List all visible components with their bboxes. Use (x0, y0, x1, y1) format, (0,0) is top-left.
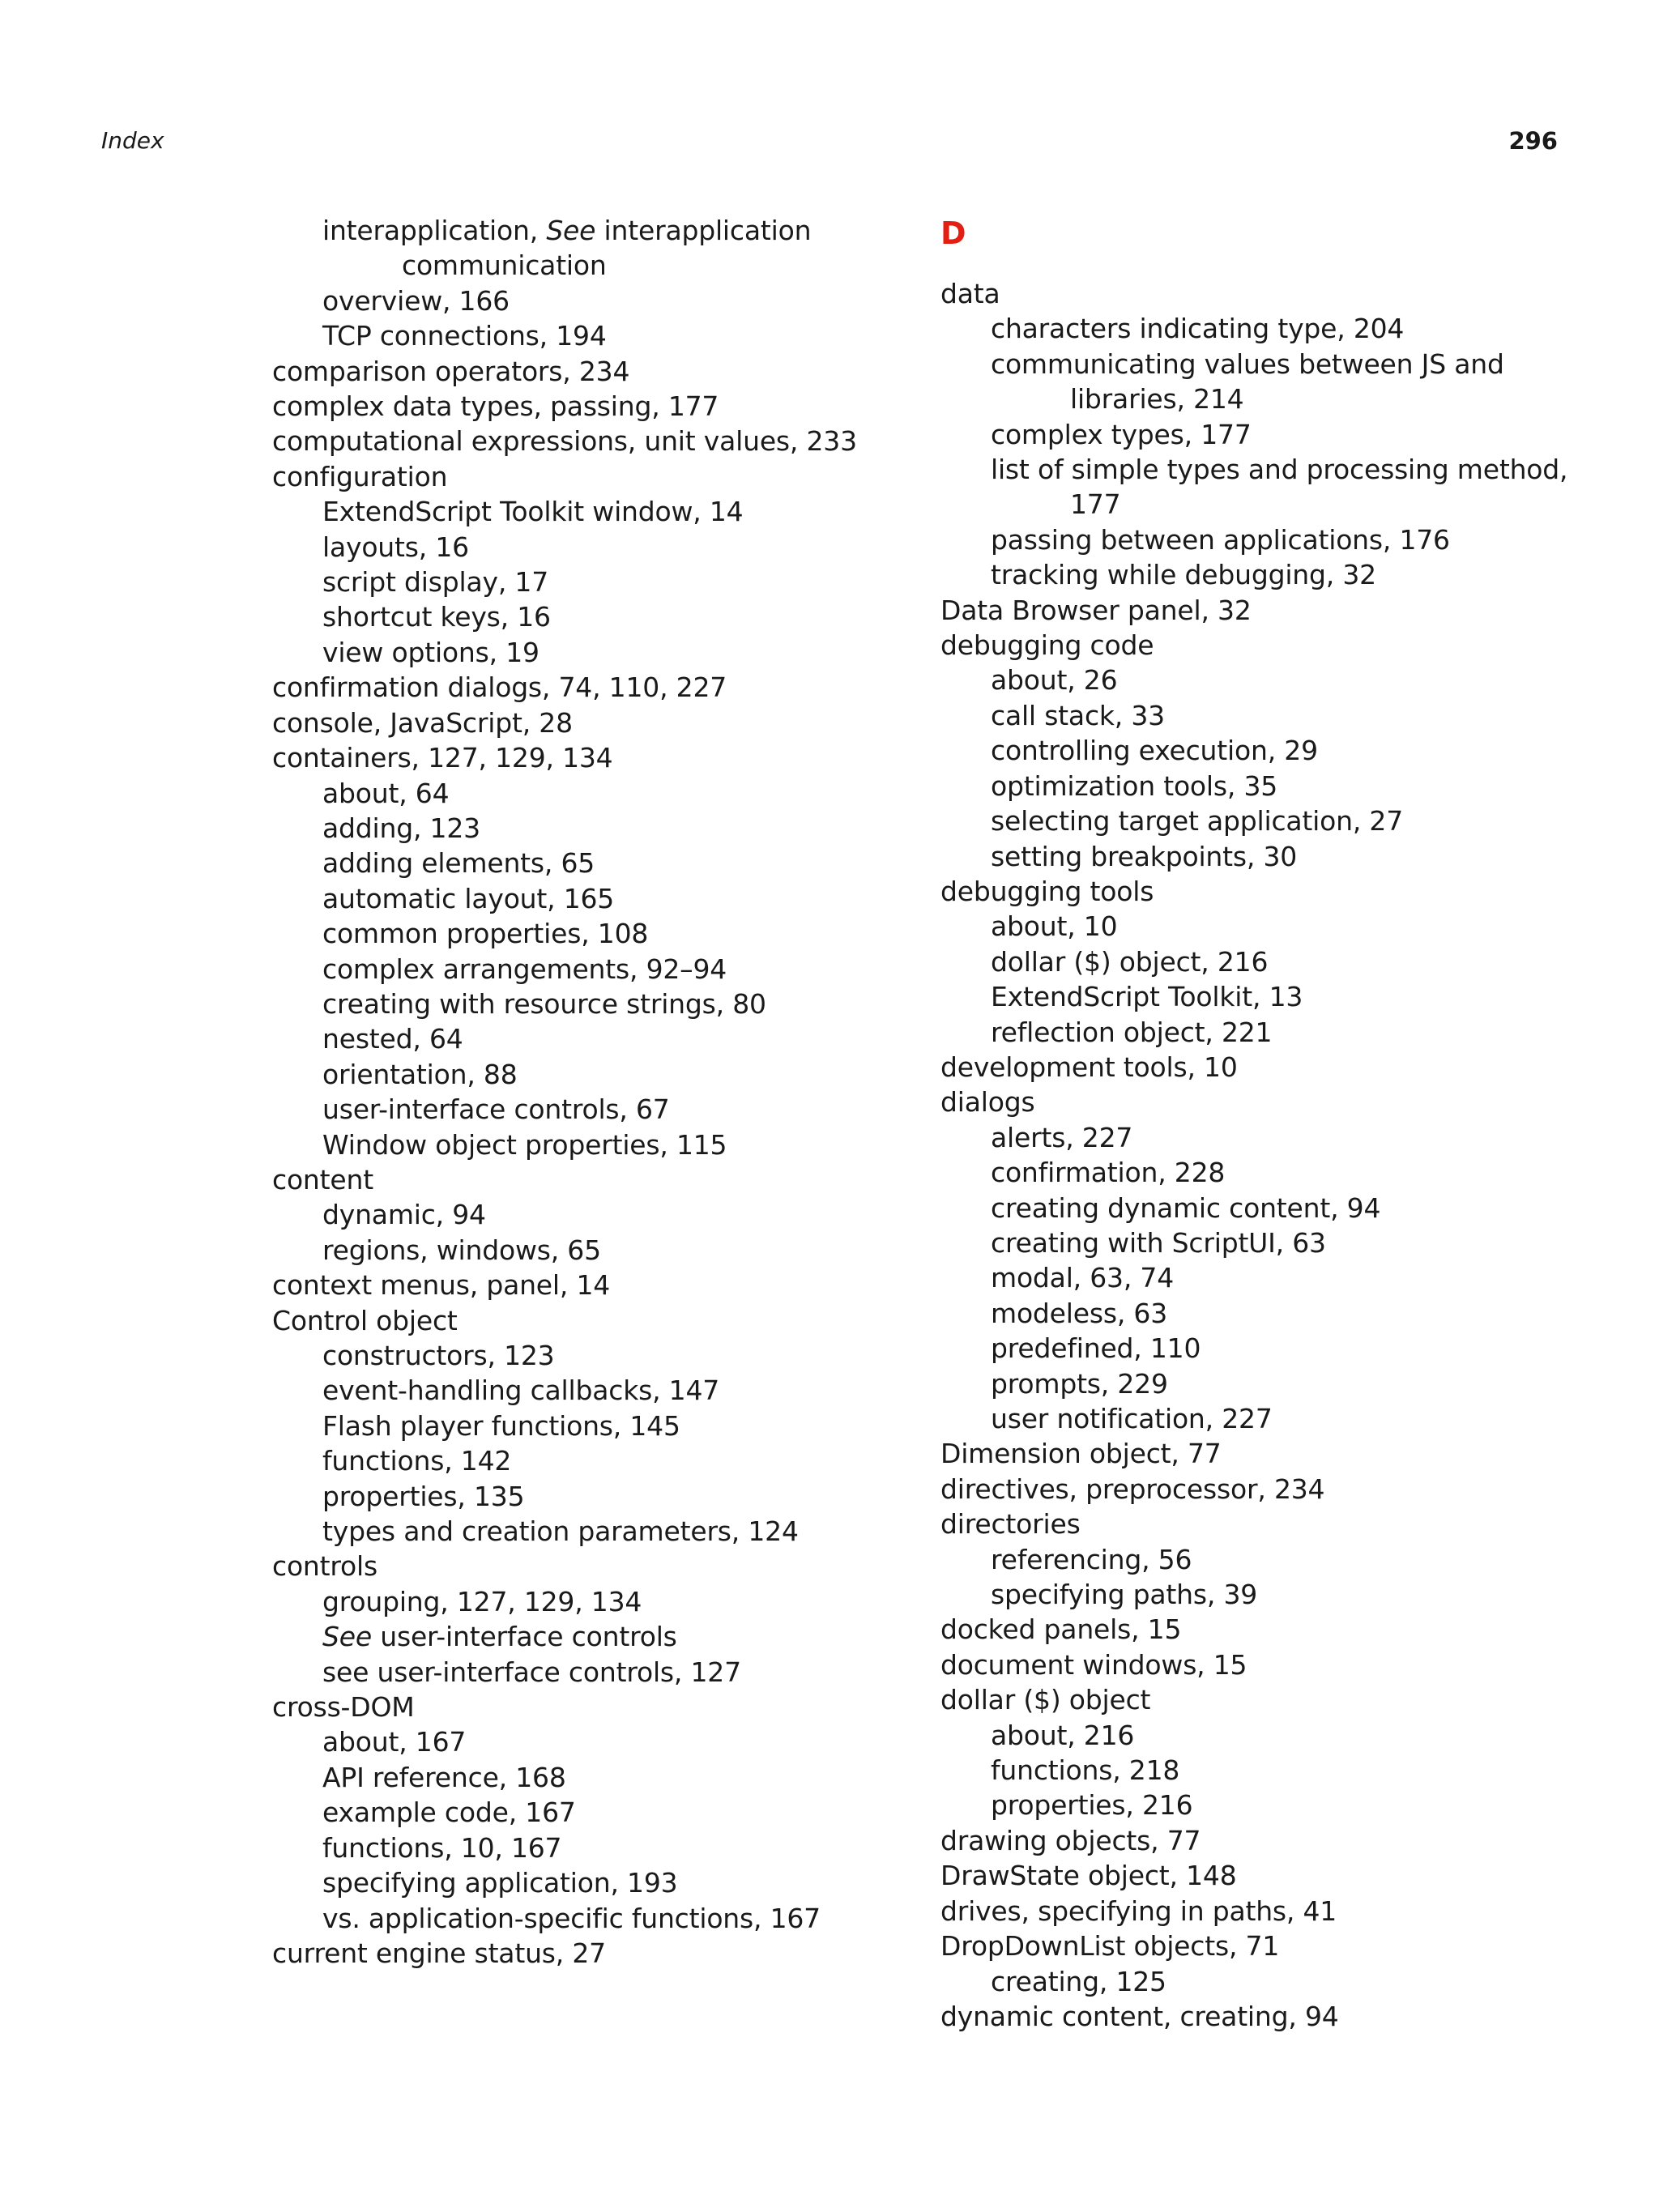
see-reference: See (546, 215, 596, 246)
index-entry: data (940, 278, 1000, 309)
index-entry: example code, 167 (322, 1796, 576, 1829)
index-entry: about, 167 (322, 1726, 467, 1758)
index-entry: functions, 218 (991, 1754, 1180, 1787)
index-entry: automatic layout, 165 (322, 882, 615, 914)
index-entry: prompts, 229 (991, 1367, 1168, 1400)
index-entry: configuration (272, 460, 448, 492)
index-column-right (940, 213, 1568, 2034)
index-entry: referencing, 56 (991, 1543, 1192, 1575)
index-entry: Control object (272, 1304, 458, 1336)
index-entry: alerts, 227 (991, 1121, 1133, 1153)
index-entry: passing between applications, 176 (991, 523, 1450, 556)
index-entry: event-handling callbacks, 147 (322, 1375, 720, 1407)
index-entry: DropDownList objects, 71 (940, 1930, 1280, 1963)
index-entry: current engine status, 27 (272, 1937, 606, 1969)
index-entry: grouping, 127, 129, 134 (322, 1585, 642, 1617)
index-entry: controlling execution, 29 (991, 735, 1318, 767)
index-entry: communication (402, 249, 607, 282)
index-entry: DrawState object, 148 (940, 1860, 1237, 1892)
index-entry: creating, 125 (991, 1965, 1166, 1997)
index-entry: API reference, 168 (322, 1761, 566, 1793)
index-entry: complex arrangements, 92–94 (322, 953, 727, 985)
index-entry: computational expressions, unit values, 233 (272, 425, 857, 458)
index-entry: See user-interface controls (322, 1621, 677, 1653)
index-entry: about, 216 (991, 1719, 1135, 1751)
index-entry: ExtendScript Toolkit window, 14 (322, 496, 744, 528)
running-head: Index (101, 127, 164, 154)
section-letter: D (940, 215, 966, 251)
index-entry: dialogs (940, 1086, 1035, 1119)
index-entry: selecting target application, 27 (991, 805, 1403, 837)
index-entry: controls (272, 1550, 377, 1583)
index-entry: cross-DOM (272, 1691, 415, 1724)
index-entry: ExtendScript Toolkit, 13 (991, 981, 1303, 1013)
index-entry: optimization tools, 35 (991, 769, 1278, 802)
index-entry: libraries, 214 (1070, 383, 1244, 416)
index-entry: context menus, panel, 14 (272, 1269, 611, 1302)
index-entry: confirmation dialogs, 74, 110, 227 (272, 671, 727, 704)
index-entry: adding elements, 65 (322, 847, 595, 880)
index-entry: about, 26 (991, 664, 1118, 697)
index-entry: properties, 135 (322, 1480, 525, 1512)
index-entry: complex types, 177 (991, 418, 1252, 450)
index-entry: layouts, 16 (322, 531, 469, 563)
index-entry: containers, 127, 129, 134 (272, 742, 613, 774)
index-entry: modal, 63, 74 (991, 1262, 1175, 1294)
index-entry: adding, 123 (322, 812, 480, 844)
index-entry: nested, 64 (322, 1023, 463, 1055)
index-entry: orientation, 88 (322, 1058, 518, 1090)
index-entry: debugging code (940, 629, 1154, 662)
index-entry: dynamic content, creating, 94 (940, 2000, 1339, 2032)
index-entry: constructors, 123 (322, 1340, 555, 1371)
index-entry: creating with ScriptUI, 63 (991, 1226, 1326, 1259)
index-entry: about, 10 (991, 910, 1118, 943)
index-entry: Flash player functions, 145 (322, 1409, 680, 1442)
index-entry: tracking while debugging, 32 (991, 559, 1376, 591)
index-entry: about, 64 (322, 777, 450, 809)
index-entry: overview, 166 (322, 284, 510, 317)
index-column-left (272, 213, 912, 1971)
page-number: 296 (1508, 127, 1558, 155)
index-entry: docked panels, 15 (940, 1613, 1182, 1646)
index-entry: dynamic, 94 (322, 1199, 486, 1231)
index-entry: specifying application, 193 (322, 1867, 678, 1899)
index-entry: characters indicating type, 204 (991, 313, 1405, 345)
index-entry: Data Browser panel, 32 (940, 594, 1252, 626)
index-entry: directories (940, 1508, 1081, 1541)
index-entry: regions, windows, 65 (322, 1234, 601, 1266)
index-entry: document windows, 15 (940, 1648, 1247, 1681)
index-entry: types and creation parameters, 124 (322, 1515, 799, 1548)
index-entry: modeless, 63 (991, 1297, 1168, 1329)
see-reference: See (322, 1621, 372, 1653)
index-entry: call stack, 33 (991, 699, 1165, 731)
index-entry: vs. application-specific functions, 167 (322, 1902, 821, 1934)
index-entry: console, JavaScript, 28 (272, 706, 573, 739)
index-entry: drawing objects, 77 (940, 1824, 1201, 1856)
index-entry: user-interface controls, 67 (322, 1093, 670, 1126)
index-entry: common properties, 108 (322, 918, 649, 950)
index-entry: drives, specifying in paths, 41 (940, 1894, 1337, 1927)
index-entry: Dimension object, 77 (940, 1438, 1222, 1470)
index-entry: reflection object, 221 (991, 1016, 1273, 1048)
index-entry: content (272, 1163, 373, 1196)
index-entry: functions, 10, 167 (322, 1831, 562, 1864)
index-entry: dollar ($) object (940, 1684, 1151, 1716)
index-entry: shortcut keys, 16 (322, 601, 551, 633)
index-entry: complex data types, passing, 177 (272, 390, 719, 423)
index-entry: confirmation, 228 (991, 1157, 1226, 1189)
index-entry: dollar ($) object, 216 (991, 945, 1269, 978)
index-entry: comparison operators, 234 (272, 355, 630, 387)
index-entry: communicating values between JS and (991, 347, 1504, 380)
index-entry: debugging tools (940, 875, 1154, 907)
index-entry: development tools, 10 (940, 1051, 1238, 1083)
index-entry: Window object properties, 115 (322, 1128, 727, 1161)
index-entry: list of simple types and processing method, (991, 454, 1568, 486)
index-entry: 177 (1070, 488, 1121, 521)
index-entry: directives, preprocessor, 234 (940, 1473, 1325, 1505)
index-entry: specifying paths, 39 (991, 1579, 1258, 1611)
index-entry: script display, 17 (322, 566, 548, 599)
index-entry: functions, 142 (322, 1445, 512, 1477)
index-entry: setting breakpoints, 30 (991, 840, 1298, 872)
index-entry: creating with resource strings, 80 (322, 987, 766, 1020)
index-entry: predefined, 110 (991, 1332, 1201, 1365)
index-entry: properties, 216 (991, 1789, 1193, 1822)
index-entry: user notification, 227 (991, 1403, 1273, 1434)
index-entry: interapplication, See interapplication (322, 215, 812, 246)
index-entry: TCP connections, 194 (322, 320, 607, 352)
index-entry: see user-interface controls, 127 (322, 1656, 741, 1688)
index-entry: view options, 19 (322, 636, 539, 668)
index-entry: creating dynamic content, 94 (991, 1191, 1381, 1224)
